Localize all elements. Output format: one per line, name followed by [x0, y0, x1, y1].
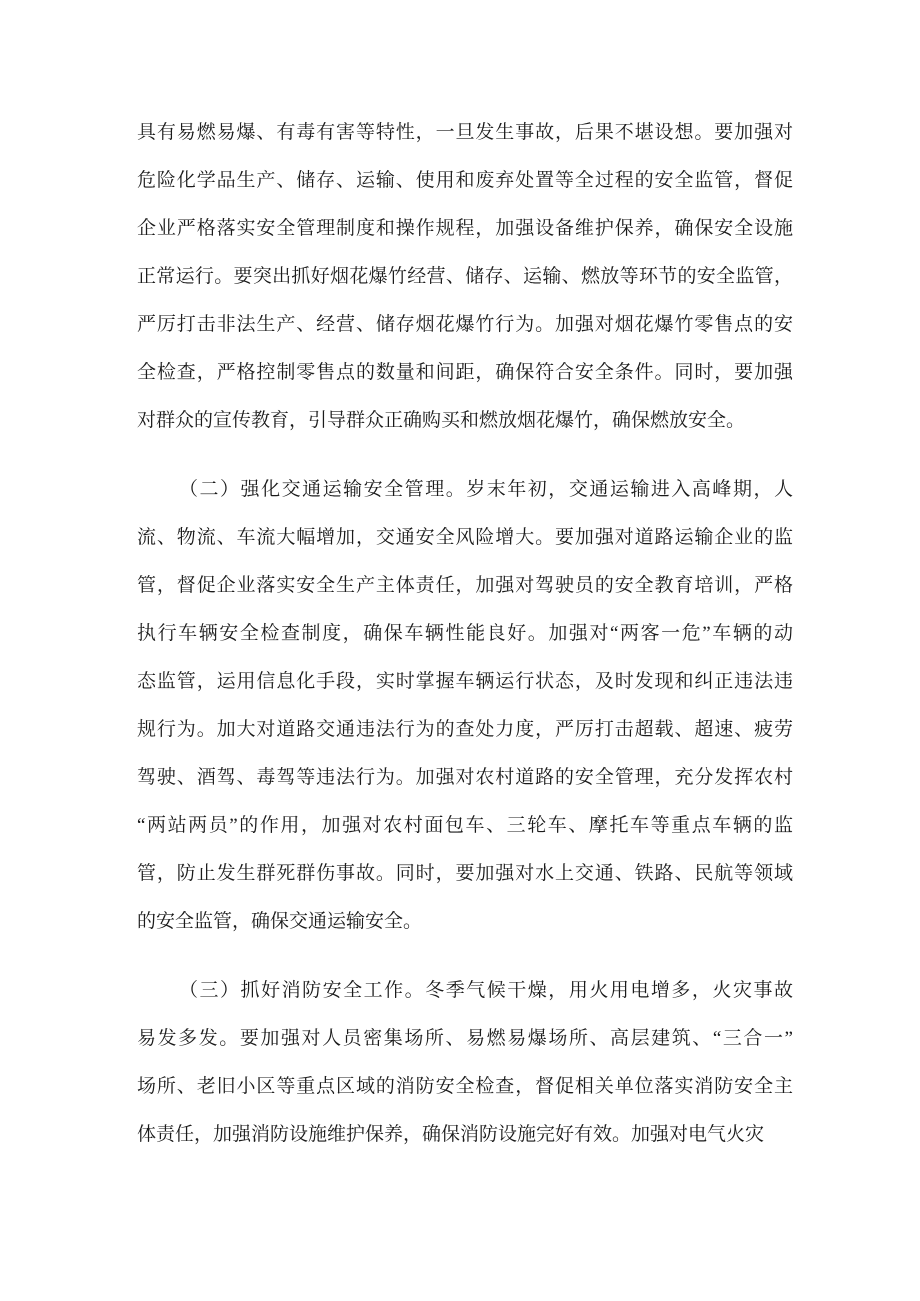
paragraph	[137, 967, 793, 1159]
text-line: 驾驶、酒驾、毒驾等违法行为。加强对农村道路的安全管理，充分发挥农村	[137, 767, 793, 788]
text-line: 的安全监管，确保交通运输安全。	[137, 911, 423, 932]
text-line: 管，督促企业落实安全生产主体责任，加强对驾驶员的安全教育培训，严格	[137, 575, 793, 596]
document-text-block	[137, 109, 793, 1159]
text-line: 场所、老旧小区等重点区域的消防安全检查，督促相关单位落实消防安全主	[137, 1076, 793, 1097]
text-line: 体责任，加强消防设施维护保养，确保消防设施完好有效。加强对电气火灾	[137, 1124, 765, 1145]
text-line: 管，防止发生群死群伤事故。同时，要加强对水上交通、铁路、民航等领域	[137, 863, 793, 884]
text-line: 对群众的宣传教育，引导群众正确购买和燃放烟花爆竹，确保燃放安全。	[137, 410, 746, 431]
text-line: “两站两员”的作用，加强对农村面包车、三轮车、摩托车等重点车辆的监	[137, 815, 793, 836]
paragraph	[137, 466, 793, 946]
text-line: 具有易燃易爆、有毒有害等特性，一旦发生事故，后果不堪设想。要加强对	[137, 122, 793, 143]
text-line: 危险化学品生产、储存、运输、使用和废弃处置等全过程的安全监管，督促	[137, 170, 793, 191]
text-line: 态监管，运用信息化手段，实时掌握车辆运行状态，及时发现和纠正违法违	[137, 671, 793, 692]
text-line: 全检查，严格控制零售点的数量和间距，确保符合安全条件。同时，要加强	[137, 362, 793, 383]
text-line: 流、物流、车流大幅增加，交通安全风险增大。要加强对道路运输企业的监	[137, 527, 793, 548]
text-line: 企业严格落实安全管理制度和操作规程，加强设备维护保养，确保安全设施	[137, 218, 793, 239]
text-line: 规行为。加大对道路交通违法行为的查处力度，严厉打击超载、超速、疲劳	[137, 719, 793, 740]
text-line: 严厉打击非法生产、经营、储存烟花爆竹行为。加强对烟花爆竹零售点的安	[137, 314, 793, 335]
text-line: 正常运行。要突出抓好烟花爆竹经营、储存、运输、燃放等环节的安全监管，	[137, 266, 793, 287]
text-line: （二）强化交通运输安全管理。岁末年初，交通运输进入高峰期，人	[179, 479, 793, 500]
paragraph	[137, 109, 793, 445]
text-line: 易发多发。要加强对人员密集场所、易燃易爆场所、高层建筑、“三合一”	[137, 1028, 793, 1049]
text-line: （三）抓好消防安全工作。冬季气候干燥，用火用电增多，火灾事故	[179, 980, 793, 1001]
text-line: 执行车辆安全检查制度，确保车辆性能良好。加强对“两客一危”车辆的动	[137, 623, 793, 644]
